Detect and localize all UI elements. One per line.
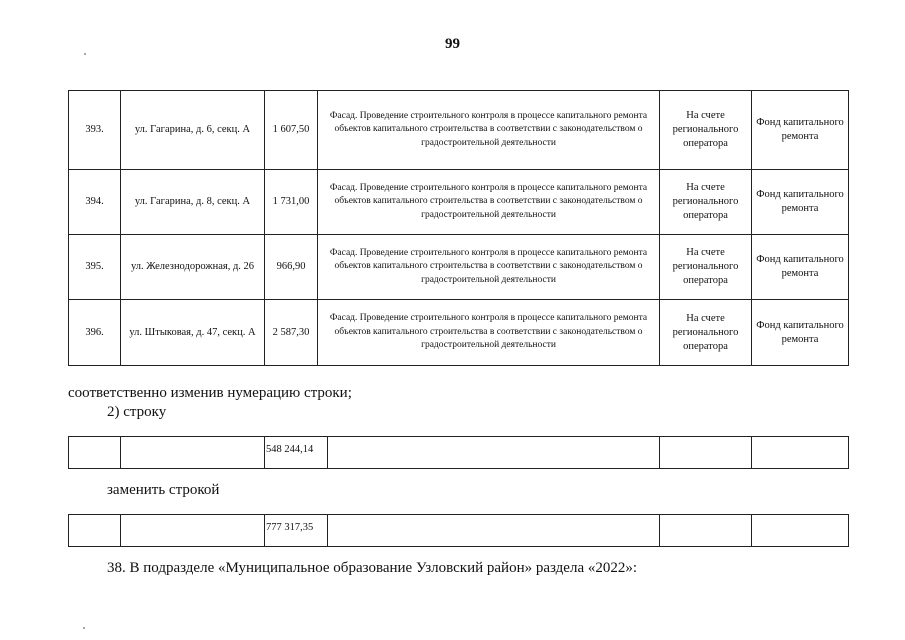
row-work: Фасад. Проведение строительного контроля в процессе капитального ремонта объектов капитального строительства в соответствии с законодательством о градостроительной деятельности [318, 235, 660, 300]
row-number: 393. [69, 91, 121, 170]
row-work: Фасад. Проведение строительного контроля в процессе капитального ремонта объектов капитального строительства в соответствии с законодательством о градостроительной деятельности [318, 170, 660, 235]
empty-cell [121, 515, 265, 547]
row-area: 966,90 [265, 235, 318, 300]
item-2-heading: 2) строку [107, 404, 167, 420]
table-row [69, 515, 849, 547]
row-account: На счете регионального оператора [660, 235, 752, 300]
replace-instruction: заменить строкой [107, 482, 220, 498]
row-area: 1 731,00 [265, 170, 318, 235]
row-number: 395. [69, 235, 121, 300]
row-address: ул. Гагарина, д. 8, секц. А [121, 170, 265, 235]
row-number: 394. [69, 170, 121, 235]
old-total-value: 548 244,14 [265, 437, 328, 469]
row-account: На счете регионального оператора [660, 170, 752, 235]
empty-cell [660, 515, 752, 547]
new-total-row-table [68, 514, 849, 547]
scan-speck [83, 627, 85, 629]
row-address: ул. Гагарина, д. 6, секц. А [121, 91, 265, 170]
row-area: 2 587,30 [265, 300, 318, 366]
row-work: Фасад. Проведение строительного контроля в процессе капитального ремонта объектов капитального строительства в соответствии с законодательством о градостроительной деятельности [318, 300, 660, 366]
empty-cell [121, 437, 265, 469]
page-number: 99 [445, 36, 460, 52]
row-account: На счете регионального оператора [660, 300, 752, 366]
old-total-row-table [68, 436, 849, 469]
row-account: На счете регионального оператора [660, 91, 752, 170]
row-source: Фонд капитального ремонта [752, 300, 849, 366]
table-row [69, 300, 849, 366]
row-address: ул. Железнодорожная, д. 26 [121, 235, 265, 300]
empty-cell [328, 515, 660, 547]
row-source: Фонд капитального ремонта [752, 91, 849, 170]
empty-cell [660, 437, 752, 469]
row-address: ул. Штыковая, д. 47, секц. А [121, 300, 265, 366]
item-38-heading: 38. В подразделе «Муниципальное образование Узловский район» раздела «2022»: [107, 560, 638, 576]
table-row [69, 91, 849, 170]
table-row [69, 170, 849, 235]
empty-cell [328, 437, 660, 469]
scan-speck [84, 53, 86, 55]
row-number: 396. [69, 300, 121, 366]
row-source: Фонд капитального ремонта [752, 170, 849, 235]
empty-cell [752, 515, 849, 547]
empty-cell [752, 437, 849, 469]
works-table [68, 90, 849, 366]
renumber-note: соответственно изменив нумерацию строки; [68, 385, 352, 401]
row-work: Фасад. Проведение строительного контроля в процессе капитального ремонта объектов капитального строительства в соответствии с законодательством о градостроительной деятельности [318, 91, 660, 170]
new-total-value: 777 317,35 [265, 515, 328, 547]
empty-cell [69, 437, 121, 469]
row-area: 1 607,50 [265, 91, 318, 170]
row-source: Фонд капитального ремонта [752, 235, 849, 300]
empty-cell [69, 515, 121, 547]
table-row [69, 437, 849, 469]
table-row [69, 235, 849, 300]
